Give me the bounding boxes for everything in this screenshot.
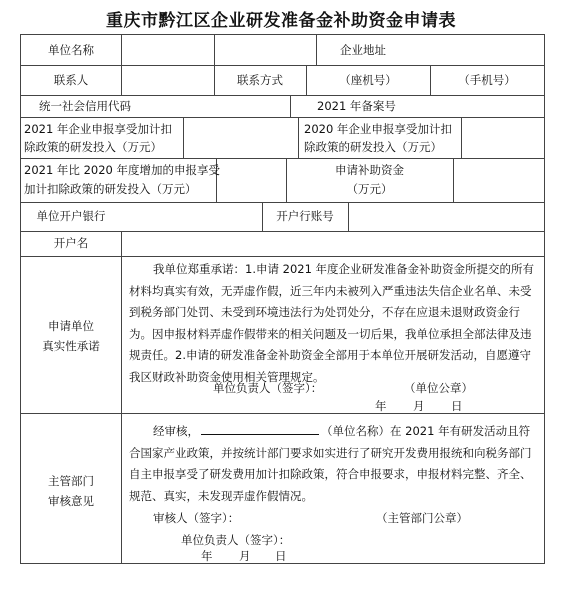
col-divider [348,202,349,231]
authenticity-seal-label: （单位公章） [404,381,473,395]
deduction-2021-label-line2: 除政策的研发投入（万元） [24,140,162,154]
authenticity-date-day: 日 [451,399,463,413]
review-opinion-text [129,421,539,507]
authenticity-label-line2: 真实性承诺 [42,339,100,353]
row-divider [21,413,544,414]
col-divider [183,117,184,158]
authenticity-date-month: 月 [413,399,425,413]
authenticity-label-line1: 申请单位 [48,319,94,333]
increase-label-line1: 2021 年比 2020 年度增加的申报享受 [24,163,220,177]
row-divider [21,95,544,96]
col-divider [121,231,122,564]
bank-label: 单位开户银行 [36,209,106,223]
page-title: 重庆市黔江区企业研发准备金补助资金申请表 [106,11,456,31]
company-address-label: 企业地址 [340,43,386,57]
contact-person-label: 联系人 [53,73,89,87]
unit-name-blank [201,422,319,435]
authenticity-date-year: 年 [375,399,387,413]
landline-label: （座机号） [339,73,397,87]
subsidy-label-line2: （万元） [346,182,393,196]
account-name-label: 开户名 [53,236,89,250]
review-seal-label: （主管部门公章） [376,511,468,525]
col-divider [121,35,122,95]
review-text-suffix: （单位名称）在 2021 年有研发活动且符合国家产业政策，并按统计部门要求如实进行了研究开发费用报统和向税务部门自主申报享受了研发费用加计扣除政策，符合申报要求，申报材料完整、齐全、规范、真实，未发现弄虚作假情况。 [129,424,532,503]
deduction-2020-label-line2: 除政策的研发投入（万元） [304,140,442,154]
row-divider [21,158,544,159]
review-label-line1: 主管部门 [48,474,94,488]
row-divider [21,231,544,232]
account-number-label: 开户行账号 [276,209,334,223]
authenticity-promise-text: 我单位郑重承诺：1.申请 2021 年度企业研发准备金补助资金所提交的所有材料均真实有效，无弄虚作假，近三年内未被列入严重违法失信企业名单、未受到税务部门处罚、未受到环境违法行为处罚处分，不存在应退未退财政资金行为。因申报材料弄虚作假带来的相关问题及一切后果，我单位承担全部法律及违规责任。2.申请的研发准备金补助资金全部用于本单位开展研发活动，自愿遵守我区财政补助资金使用相关管理规定。 [129,262,535,384]
authenticity-signer-label: 单位负责人（签字）： [213,381,323,395]
col-divider [214,35,215,65]
application-form [20,34,545,564]
deduction-2020-label-line1: 2020 年企业申报享受加计扣 [304,122,452,136]
review-text-prefix: 经审核， [153,424,199,438]
contact-method-label: 联系方式 [237,73,283,87]
review-label-line2: 审核意见 [48,494,94,508]
mobile-label: （手机号） [458,73,516,87]
unit-name-label: 单位名称 [48,43,94,57]
increase-label-line2: 加计扣除政策的研发投入（万元） [24,182,197,196]
row-divider [21,65,544,66]
deduction-2021-label-line1: 2021 年企业申报享受加计扣 [24,122,172,136]
row-divider [21,117,544,118]
col-divider [453,158,454,202]
row-divider [21,256,544,257]
col-divider [298,117,299,158]
subsidy-label-line1: 申请补助资金 [335,163,404,177]
filing-number-label: 2021 年备案号 [317,99,396,113]
reviewer-label: 审核人（签字）： [153,511,240,525]
row-divider [21,202,544,203]
review-date-month: 月 [239,549,251,563]
review-signer-label: 单位负责人（签字）： [181,533,291,547]
review-date-day: 日 [275,549,287,563]
credit-code-label: 统一社会信用代码 [39,99,131,113]
col-divider [461,117,462,158]
review-date-year: 年 [201,549,213,563]
col-divider [290,95,291,117]
